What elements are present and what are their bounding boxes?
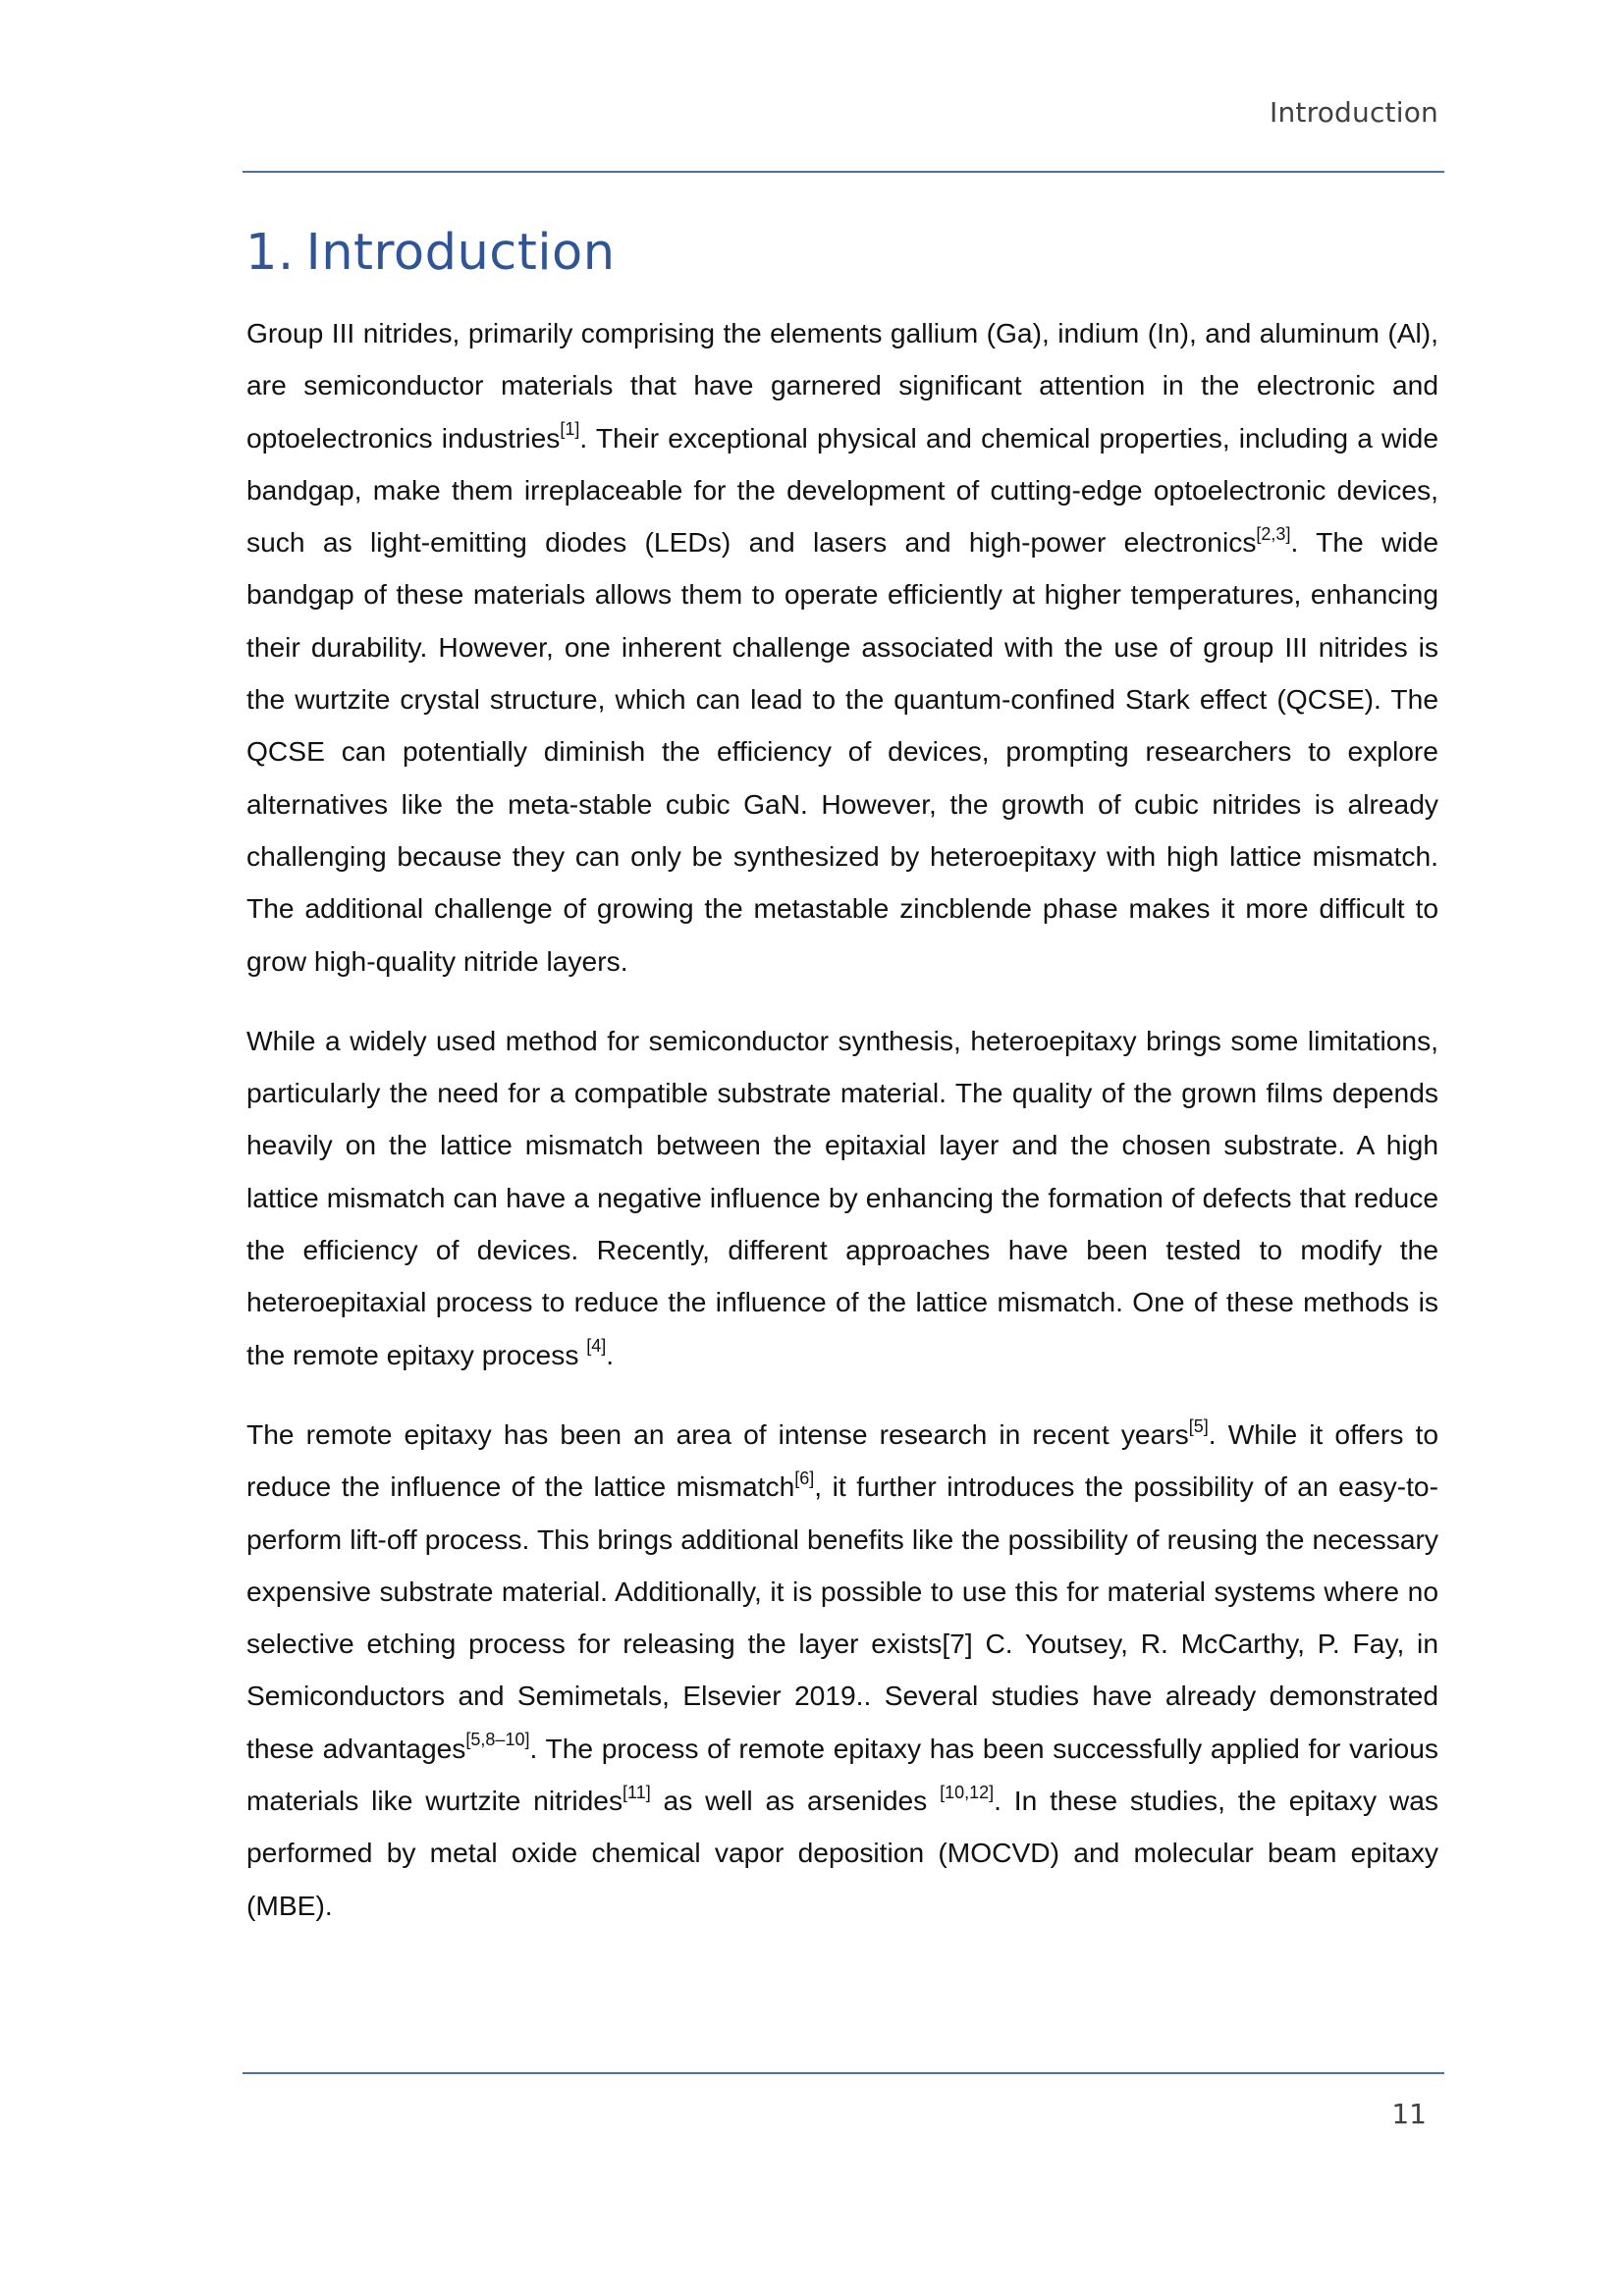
text-segment: . Their exceptional physical and chemical properties, including a wide bandgap, make them irreplaceable for the development of cutting-edge optoelectronic devices, such as light-emitting diodes (LEDs) and lasers and high-power electronics <box>246 421 1438 559</box>
text-segment: . In these studies, the epitaxy was performed by metal oxide chemical vapor deposition (MOCVD) and molecular beam epitaxy (MBE). <box>246 1785 1439 1921</box>
citation: [11] <box>623 1782 651 1802</box>
text-segment: Group III nitrides, primarily comprising the elements gallium (Ga), indium (In), and aluminum (Al), are semiconductor materials that have garnered significant attention in the electronic and optoelectronics industries <box>246 317 1438 454</box>
citation: [4] <box>586 1336 607 1357</box>
paragraph-3 <box>246 1409 1438 1932</box>
citation: [6] <box>794 1468 815 1488</box>
citation: [10,12] <box>940 1782 995 1802</box>
paragraph-2 <box>246 1015 1438 1381</box>
paragraph-1 <box>246 307 1438 988</box>
text-segment: as well as arsenides <box>650 1785 941 1817</box>
text-segment: . <box>606 1338 615 1370</box>
chapter-title-text: Introduction <box>305 224 616 282</box>
footer-rule <box>243 2072 1444 2074</box>
citation: [2,3] <box>1256 523 1291 544</box>
text-segment: While a widely used method for semiconductor synthesis, heteroepitaxy brings some limitations, particularly the need for a compatible substrate material. The quality of the grown films depends heavily on the lattice mismatch between the epitaxial layer and the chosen substrate. A high lattice mismatch can have a negative influence by enhancing the formation of defects that reduce the efficiency of devices. Recently, different approaches have been tested to modify the heteroepitaxial process to reduce the influence of the lattice mismatch. One of these methods is the remote epitaxy process <box>246 1024 1438 1370</box>
chapter-title <box>245 224 616 282</box>
citation: [1] <box>560 419 580 440</box>
header-rule <box>243 171 1444 173</box>
citation: [5] <box>1188 1415 1209 1436</box>
page-number: 11 <box>1391 2098 1427 2130</box>
text-segment: . While it offers to reduce the influence of the lattice mismatch <box>246 1417 1438 1503</box>
text-segment: , it further introduces the possibility of an easy-to-perform lift-off process. This brings additional benefits like the possibility of reusing the necessary expensive substrate material. Additionally, it is possible to use this for material systems where no selective etching process for releasing the layer exists[7] C. Youtsey, R. McCarthy, P. Fay, in Semiconductors and Semimetals, Elsevier 2019.. Several studies have already demonstrated these advantages <box>246 1470 1438 1764</box>
chapter-number: 1. <box>245 224 295 282</box>
text-segment: . The wide bandgap of these materials allows them to operate efficiently at higher temperatures, enhancing their durability. However, one inherent challenge associated with the use of group III nitrides is the wurtzite crystal structure, which can lead to the quantum-confined Stark effect (QCSE). The QCSE can potentially diminish the efficiency of devices, prompting researchers to explore alternatives like the meta-stable cubic GaN. However, the growth of cubic nitrides is already challenging because they can only be synthesized by heteroepitaxy with high lattice mismatch. The additional challenge of growing the metastable zincblende phase makes it more difficult to grow high-quality nitride layers. <box>246 526 1439 977</box>
text-segment: The remote epitaxy has been an area of intense research in recent years <box>246 1417 1189 1450</box>
text-segment: . The process of remote epitaxy has been successfully applied for various materials like wurtzite nitrides <box>246 1732 1438 1817</box>
body-text <box>246 307 1438 1959</box>
citation: [5,8–10] <box>465 1730 530 1750</box>
running-header: Introduction <box>1270 96 1438 129</box>
